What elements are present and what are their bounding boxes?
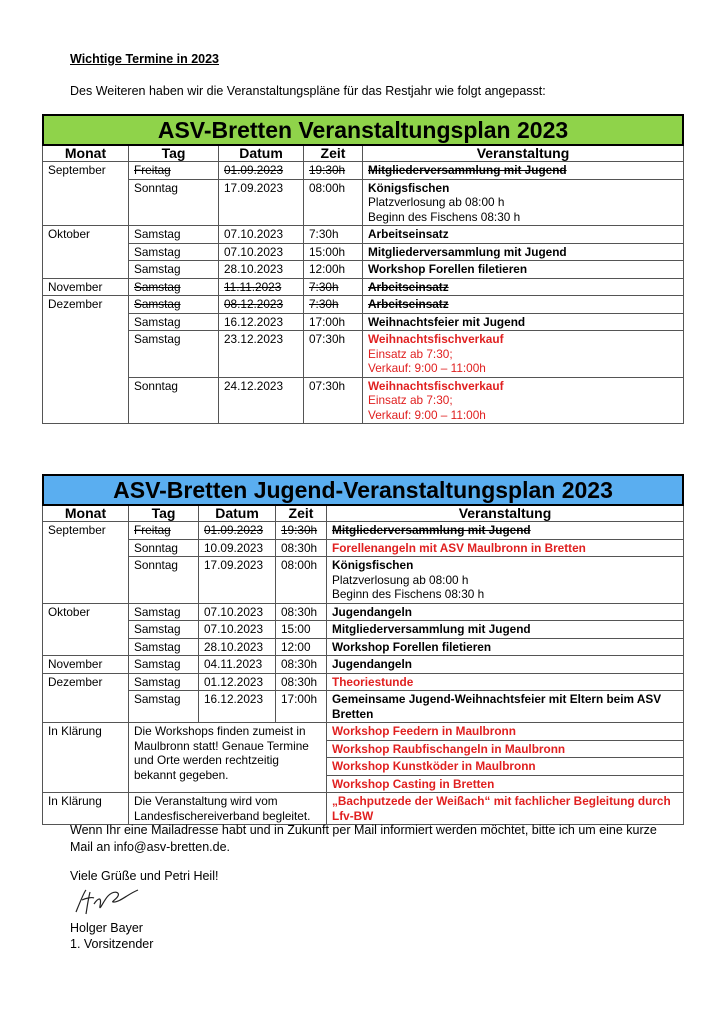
- cell-event: [327, 673, 684, 691]
- cell-datum: 07.10.2023: [219, 226, 304, 244]
- table-row: [43, 261, 684, 279]
- cell-tag: Samstag: [129, 331, 219, 378]
- col-veranstaltung: Veranstaltung: [363, 146, 684, 162]
- cell-event: Workshop Feedern in Maulbronn: [327, 723, 684, 741]
- cell-tag: Samstag: [129, 673, 199, 691]
- cell-monat: [43, 691, 129, 723]
- cell-zeit: 12:00h: [304, 261, 363, 279]
- event-title: Arbeitseinsatz: [368, 297, 449, 311]
- col-monat: Monat: [43, 146, 129, 162]
- cell-datum: 01.12.2023: [199, 673, 276, 691]
- event-detail: Beginn des Fischens 08:30 h: [332, 587, 485, 601]
- cell-event: „Bachputzede der Weißach“ mit fachlicher Begleitung durch Lfv-BW: [327, 793, 684, 825]
- cell-note: Die Workshops finden zumeist in Maulbronn statt! Genaue Termine und Orte werden rechtzeitig bekannt gegeben.: [129, 723, 327, 793]
- cell-monat: November: [43, 656, 129, 674]
- cell-monat: Dezember: [43, 673, 129, 691]
- cell-monat: [43, 638, 129, 656]
- table-row-klaerung-1: [43, 723, 684, 741]
- cell-monat: [43, 261, 129, 279]
- event-title: Königsfischen: [332, 558, 414, 572]
- cell-event: [363, 226, 684, 244]
- table-header: [43, 506, 684, 522]
- event-title: Mitgliederversammlung mit Jugend: [332, 523, 531, 537]
- cell-zeit: 08:30h: [276, 656, 327, 674]
- table-row: [43, 522, 684, 540]
- cell-tag: Samstag: [129, 313, 219, 331]
- event-title: Arbeitseinsatz: [368, 279, 449, 294]
- cell-event: [327, 557, 684, 604]
- cell-tag: Samstag: [129, 261, 219, 279]
- event-title: Weihnachtsfeier mit Jugend: [368, 314, 526, 329]
- table-row-klaerung-2: [43, 793, 684, 825]
- cell-monat: [43, 557, 129, 604]
- event-title: Mitgliederversammlung mit Jugend: [368, 244, 567, 259]
- cell-event: [363, 296, 684, 314]
- table-row: [43, 539, 684, 557]
- event-detail: Platzverlosung ab 08:00 h: [332, 572, 469, 587]
- event-detail: Verkauf: 9:00 – 11:00h: [368, 361, 486, 375]
- event-title: Königsfischen: [368, 180, 450, 195]
- cell-monat: In Klärung: [43, 793, 129, 825]
- table-row: [43, 656, 684, 674]
- plan-main-table: [42, 146, 684, 424]
- cell-datum: 01.09.2023: [199, 522, 276, 540]
- event-title: Mitgliederversammlung mit Jugend: [368, 163, 567, 177]
- col-datum: Datum: [199, 506, 276, 522]
- table-row: [43, 673, 684, 691]
- cell-event: [363, 313, 684, 331]
- table-row: [43, 313, 684, 331]
- cell-datum: 10.09.2023: [199, 539, 276, 557]
- cell-zeit: 08:30h: [276, 673, 327, 691]
- col-zeit: Zeit: [304, 146, 363, 162]
- event-detail: Einsatz ab 7:30;: [368, 346, 453, 361]
- cell-datum: 07.10.2023: [219, 243, 304, 261]
- table-row: [43, 331, 684, 378]
- cell-zeit: 7:30h: [304, 226, 363, 244]
- table-row: [43, 557, 684, 604]
- cell-monat: Oktober: [43, 226, 129, 244]
- table-row: [43, 162, 684, 180]
- cell-zeit: 17:00h: [304, 313, 363, 331]
- cell-monat: November: [43, 278, 129, 296]
- col-datum: Datum: [219, 146, 304, 162]
- cell-note: Die Veranstaltung wird vom Landesfischereiverband begleitet.: [129, 793, 327, 825]
- cell-zeit: 7:30h: [304, 296, 363, 314]
- cell-datum: 17.09.2023: [199, 557, 276, 604]
- event-title: Theoriestunde: [332, 674, 414, 689]
- table-header: [43, 146, 684, 162]
- cell-zeit: 19:30h: [276, 522, 327, 540]
- event-title: Workshop Forellen filetieren: [368, 262, 528, 276]
- event-detail: Einsatz ab 7:30;: [368, 393, 453, 407]
- event-detail: Beginn des Fischens 08:30 h: [368, 209, 521, 224]
- cell-datum: 16.12.2023: [219, 313, 304, 331]
- cell-tag: Samstag: [129, 656, 199, 674]
- mail-text: Wenn Ihr eine Mailadresse habt und in Zukunft per Mail informiert werden möchtet, bitte ich um eine kurze Mail an info@asv-bretten.de.: [70, 823, 657, 854]
- cell-tag: Samstag: [129, 243, 219, 261]
- signer-name: Holger Bayer: [70, 921, 143, 935]
- plan-main: [42, 114, 684, 424]
- event-title: Gemeinsame Jugend-Weihnachtsfeier mit Eltern beim ASV Bretten: [332, 692, 662, 721]
- cell-zeit: 7:30h: [304, 278, 363, 296]
- cell-datum: 17.09.2023: [219, 179, 304, 226]
- cell-datum: 08.12.2023: [219, 296, 304, 314]
- table-row: [43, 377, 684, 424]
- cell-event: [327, 522, 684, 540]
- event-title: Jugendangeln: [332, 657, 412, 671]
- table-row: [43, 278, 684, 296]
- cell-monat: [43, 313, 129, 331]
- cell-tag: Samstag: [129, 691, 199, 723]
- cell-zeit: 12:00: [276, 638, 327, 656]
- cell-tag: Samstag: [129, 278, 219, 296]
- table-row: [43, 638, 684, 656]
- cell-event: [327, 638, 684, 656]
- cell-event: [327, 539, 684, 557]
- cell-tag: Samstag: [129, 226, 219, 244]
- cell-event: [327, 603, 684, 621]
- cell-zeit: 08:00h: [304, 179, 363, 226]
- cell-zeit: 08:30h: [276, 539, 327, 557]
- cell-event: [363, 162, 684, 180]
- col-monat: Monat: [43, 506, 129, 522]
- cell-monat: [43, 179, 129, 226]
- cell-tag: Freitag: [129, 162, 219, 180]
- cell-event: [363, 261, 684, 279]
- cell-event: Workshop Kunstköder in Maulbronn: [327, 758, 684, 776]
- table-row: [43, 603, 684, 621]
- event-title: Arbeitseinsatz: [368, 227, 449, 241]
- table-row: [43, 621, 684, 639]
- intro-text: Des Weiteren haben wir die Veranstaltungspläne für das Restjahr wie folgt angepasst:: [70, 84, 546, 98]
- cell-datum: 11.11.2023: [219, 278, 304, 296]
- signer-role: 1. Vorsitzender: [70, 937, 154, 951]
- cell-zeit: 19:30h: [304, 162, 363, 180]
- cell-tag: Samstag: [129, 603, 199, 621]
- cell-event: Workshop Casting in Bretten: [327, 775, 684, 793]
- cell-datum: 04.11.2023: [199, 656, 276, 674]
- cell-datum: 28.10.2023: [219, 261, 304, 279]
- cell-tag: Sonntag: [129, 557, 199, 604]
- event-title: Forellenangeln mit ASV Maulbronn in Bretten: [332, 540, 586, 555]
- cell-event: [327, 691, 684, 723]
- page-heading: Wichtige Termine in 2023: [70, 52, 220, 66]
- cell-monat: September: [43, 522, 129, 540]
- cell-zeit: 15:00: [276, 621, 327, 639]
- table-row: [43, 296, 684, 314]
- cell-zeit: 07:30h: [304, 331, 363, 378]
- col-tag: Tag: [129, 146, 219, 162]
- cell-event: [363, 243, 684, 261]
- cell-event: [363, 278, 684, 296]
- event-title: Workshop Forellen filetieren: [332, 639, 492, 654]
- table-row: [43, 179, 684, 226]
- cell-datum: 07.10.2023: [199, 621, 276, 639]
- event-title: Weihnachtsfischverkauf: [368, 378, 504, 393]
- event-title: Jugendangeln: [332, 604, 412, 619]
- cell-monat: In Klärung: [43, 723, 129, 793]
- cell-event: [363, 377, 684, 424]
- cell-monat: Dezember: [43, 296, 129, 314]
- cell-datum: 23.12.2023: [219, 331, 304, 378]
- table-row: [43, 226, 684, 244]
- cell-zeit: 07:30h: [304, 377, 363, 424]
- cell-datum: 01.09.2023: [219, 162, 304, 180]
- cell-datum: 07.10.2023: [199, 603, 276, 621]
- cell-zeit: 08:00h: [276, 557, 327, 604]
- cell-event: [327, 656, 684, 674]
- event-detail: Platzverlosung ab 08:00 h: [368, 195, 505, 209]
- event-title: Weihnachtsfischverkauf: [368, 332, 504, 346]
- cell-tag: Sonntag: [129, 179, 219, 226]
- plan-jugend: [42, 474, 684, 825]
- col-zeit: Zeit: [276, 506, 327, 522]
- cell-monat: [43, 331, 129, 378]
- cell-event: Workshop Raubfischangeln in Maulbronn: [327, 740, 684, 758]
- col-veranstaltung: Veranstaltung: [327, 506, 684, 522]
- cell-datum: 24.12.2023: [219, 377, 304, 424]
- cell-tag: Samstag: [129, 638, 199, 656]
- event-detail: Verkauf: 9:00 – 11:00h: [368, 407, 486, 422]
- cell-tag: Samstag: [129, 296, 219, 314]
- cell-datum: 16.12.2023: [199, 691, 276, 723]
- signature-image: [70, 884, 142, 918]
- plan-jugend-table: [42, 506, 684, 825]
- table-row: [43, 243, 684, 261]
- event-title: Mitgliederversammlung mit Jugend: [332, 622, 531, 636]
- cell-zeit: 08:30h: [276, 603, 327, 621]
- cell-monat: [43, 621, 129, 639]
- cell-zeit: 15:00h: [304, 243, 363, 261]
- table-row: [43, 691, 684, 723]
- cell-tag: Samstag: [129, 621, 199, 639]
- cell-datum: 28.10.2023: [199, 638, 276, 656]
- cell-tag: Freitag: [129, 522, 199, 540]
- cell-zeit: 17:00h: [276, 691, 327, 723]
- plan-jugend-title: ASV-Bretten Jugend-Veranstaltungsplan 2023: [42, 474, 684, 506]
- cell-monat: [43, 377, 129, 424]
- cell-monat: September: [43, 162, 129, 180]
- cell-event: [363, 179, 684, 226]
- cell-event: [327, 621, 684, 639]
- cell-monat: Oktober: [43, 603, 129, 621]
- col-tag: Tag: [129, 506, 199, 522]
- plan-main-title: ASV-Bretten Veranstaltungsplan 2023: [42, 114, 684, 146]
- cell-tag: Sonntag: [129, 539, 199, 557]
- cell-event: [363, 331, 684, 378]
- cell-tag: Sonntag: [129, 377, 219, 424]
- cell-monat: [43, 243, 129, 261]
- cell-monat: [43, 539, 129, 557]
- greeting: Viele Grüße und Petri Heil!: [70, 869, 219, 883]
